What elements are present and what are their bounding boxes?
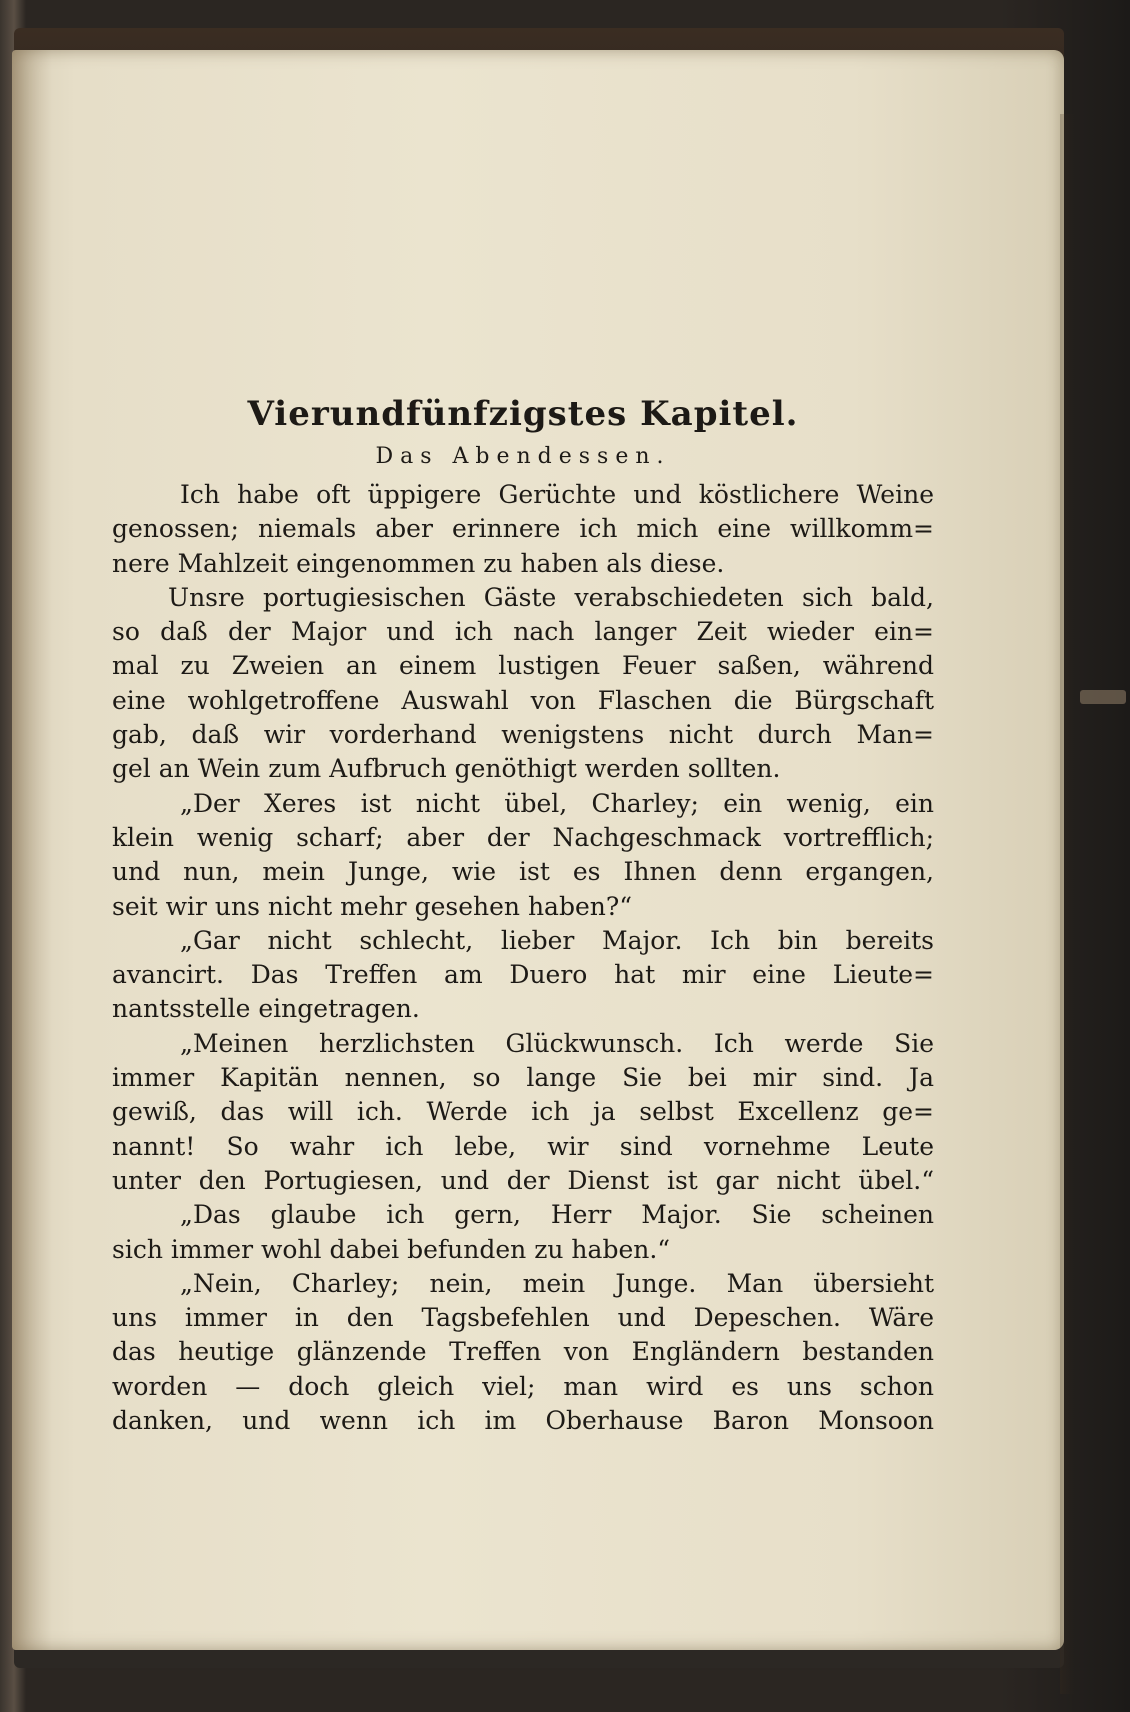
text-line: „Das glaube ich gern, Herr Major. Sie scheinen (180, 1200, 934, 1230)
text-line: das heutige glänzende Treffen von Engländern bestanden (112, 1337, 934, 1367)
text-line: avancirt. Das Treffen am Duero hat mir eine Lieute= (112, 960, 934, 990)
text-line: Unsre portugiesischen Gäste verabschiedeten sich bald, (168, 582, 934, 612)
text-line: „Gar nicht schlecht, lieber Major. Ich bin bereits (180, 925, 934, 955)
text-line: immer Kapitän nennen, so lange Sie bei mir sind. Ja (112, 1063, 934, 1093)
text-line: „Der Xeres ist nicht übel, Charley; ein wenig, ein (180, 788, 934, 818)
text-line: klein wenig scharf; aber der Nachgeschmack vortrefflich; (112, 822, 934, 852)
chapter-subtitle: Das Abendessen. (375, 444, 671, 469)
text-line: gab, daß wir vorderhand wenigstens nicht durch Man= (112, 720, 934, 750)
page-edge-shadow (1060, 114, 1074, 1694)
text-line: uns immer in den Tagsbefehlen und Depeschen. Wäre (112, 1303, 934, 1333)
text-line: sich immer wohl dabei befunden zu haben.“ (112, 1234, 671, 1264)
text-line: nere Mahlzeit eingenommen zu haben als diese. (112, 548, 725, 578)
text-line: seit wir uns nicht mehr gesehen haben?“ (112, 891, 633, 921)
chapter-title: Vierundfünfzigstes Kapitel. (247, 394, 799, 434)
text-line: unter den Portugiesen, und der Dienst ist gar nicht übel.“ (112, 1165, 934, 1195)
text-line: danken, und wenn ich im Oberhause Baron Monsoon (112, 1406, 934, 1436)
text-line: und nun, mein Junge, wie ist es Ihnen denn ergangen, (112, 857, 934, 887)
text-line: nannt! So wahr ich lebe, wir sind vornehme Leute (112, 1131, 934, 1161)
paragraph-2 (112, 581, 934, 787)
text-line: worden — doch gleich viel; man wird es uns schon (112, 1371, 934, 1401)
page-text (112, 392, 934, 1438)
paragraph-6 (112, 1198, 934, 1267)
text-line: so daß der Major und ich nach langer Zeit wieder ein= (112, 617, 934, 647)
text-line: mal zu Zweien an einem lustigen Feuer saßen, während (112, 651, 934, 681)
text-line: gel an Wein zum Aufbruch genöthigt werden sollten. (112, 754, 781, 784)
text-line: „Nein, Charley; nein, mein Junge. Man übersieht (180, 1268, 934, 1298)
paragraph-1 (112, 478, 934, 581)
paragraph-4 (112, 924, 934, 1027)
paragraph-3 (112, 787, 934, 924)
text-line: genossen; niemals aber erinnere ich mich eine willkomm= (112, 514, 934, 544)
paragraph-5 (112, 1027, 934, 1198)
text-line: gewiß, das will ich. Werde ich ja selbst Excellenz ge= (112, 1097, 934, 1127)
text-line: nantsstelle eingetragen. (112, 994, 420, 1024)
text-line: Ich habe oft üppigere Gerüchte und köstlichere Weine (180, 480, 934, 509)
paragraph-7 (112, 1267, 934, 1438)
text-line: eine wohlgetroffene Auswahl von Flaschen die Bürgschaft (112, 685, 934, 715)
bookmark-tab (1080, 690, 1126, 704)
text-line: „Meinen herzlichsten Glückwunsch. Ich werde Sie (180, 1028, 934, 1058)
